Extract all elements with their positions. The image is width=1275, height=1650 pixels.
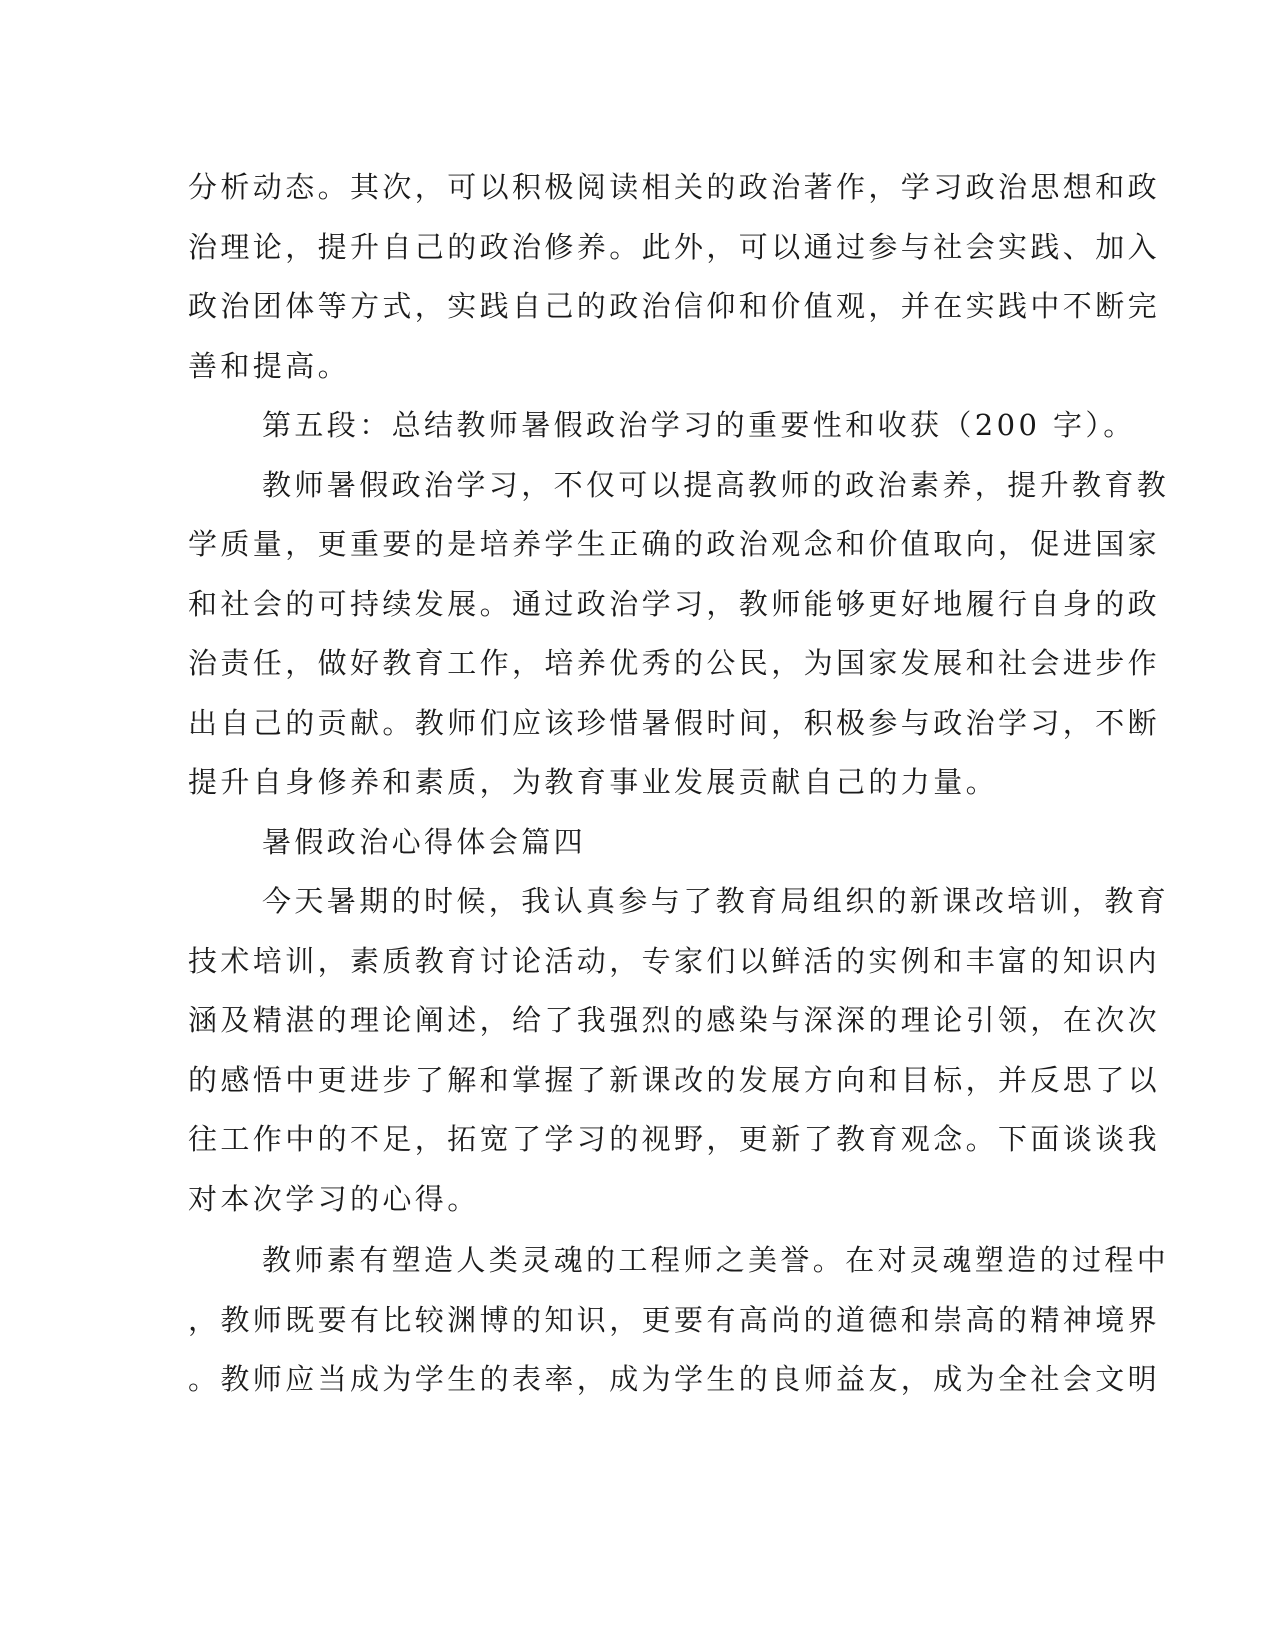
text-line: 学质量，更重要的是培养学生正确的政治观念和价值取向，促进国家 [188, 527, 1161, 561]
text-line: 善和提高。 [188, 348, 351, 383]
paragraph-section-five [188, 456, 1170, 813]
document-body [188, 158, 1170, 1410]
paragraph-article-intro [188, 872, 1170, 1229]
text-line: 出自己的贡献。教师们应该珍惜暑假时间，积极参与政治学习，不断 [188, 705, 1161, 740]
text-line: 今天暑期的时候，我认真参与了教育局组织的新课改培训，教育 [262, 884, 1170, 918]
text-line: 教师暑假政治学习，不仅可以提高教师的政治素养，提升教育教 [262, 467, 1170, 502]
text-line: 往工作中的不足，拓宽了学习的视野，更新了教育观念。下面谈谈我 [188, 1122, 1161, 1156]
section-heading [188, 396, 1136, 456]
paragraph-continued [188, 158, 1161, 396]
text-line: ，教师既要有比较渊博的知识，更要有高尚的道德和崇高的精神境界 [188, 1302, 1161, 1337]
text-line: 和社会的可持续发展。通过政治学习，教师能够更好地履行自身的政 [188, 586, 1161, 621]
text-line: 教师素有塑造人类灵魂的工程师之美誉。在对灵魂塑造的过程中 [262, 1243, 1170, 1277]
text-line: 。教师应当成为学生的表率，成为学生的良师益友，成为全社会文明 [188, 1362, 1161, 1396]
text-line: 涵及精湛的理论阐述，给了我强烈的感染与深深的理论引领，在次次 [188, 1003, 1161, 1037]
article-title [188, 813, 1083, 873]
text-line: 的感悟中更进步了解和掌握了新课改的发展方向和目标，并反思了以 [188, 1062, 1161, 1097]
text-line: 分析动态。其次，可以积极阅读相关的政治著作，学习政治思想和政 [188, 170, 1161, 204]
text-line: 技术培训，素质教育讨论活动，专家们以鲜活的实例和丰富的知识内 [188, 943, 1161, 978]
text-line: 政治团体等方式，实践自己的政治信仰和价值观，并在实践中不断完 [188, 289, 1161, 323]
text-line: 对本次学习的心得。 [188, 1181, 480, 1216]
text-line: 治理论，提升自己的政治修养。此外，可以通过参与社会实践、加入 [188, 229, 1161, 264]
paragraph-article-body [188, 1231, 1170, 1410]
text-line: 第五段：总结教师暑假政治学习的重要性和收获（200 字）。 [262, 408, 1136, 442]
text-line: 暑假政治心得体会篇四 [262, 824, 587, 859]
text-line: 治责任，做好教育工作，培养优秀的公民，为国家发展和社会进步作 [188, 646, 1161, 680]
text-line: 提升自身修养和素质，为教育事业发展贡献自己的力量。 [188, 765, 999, 799]
